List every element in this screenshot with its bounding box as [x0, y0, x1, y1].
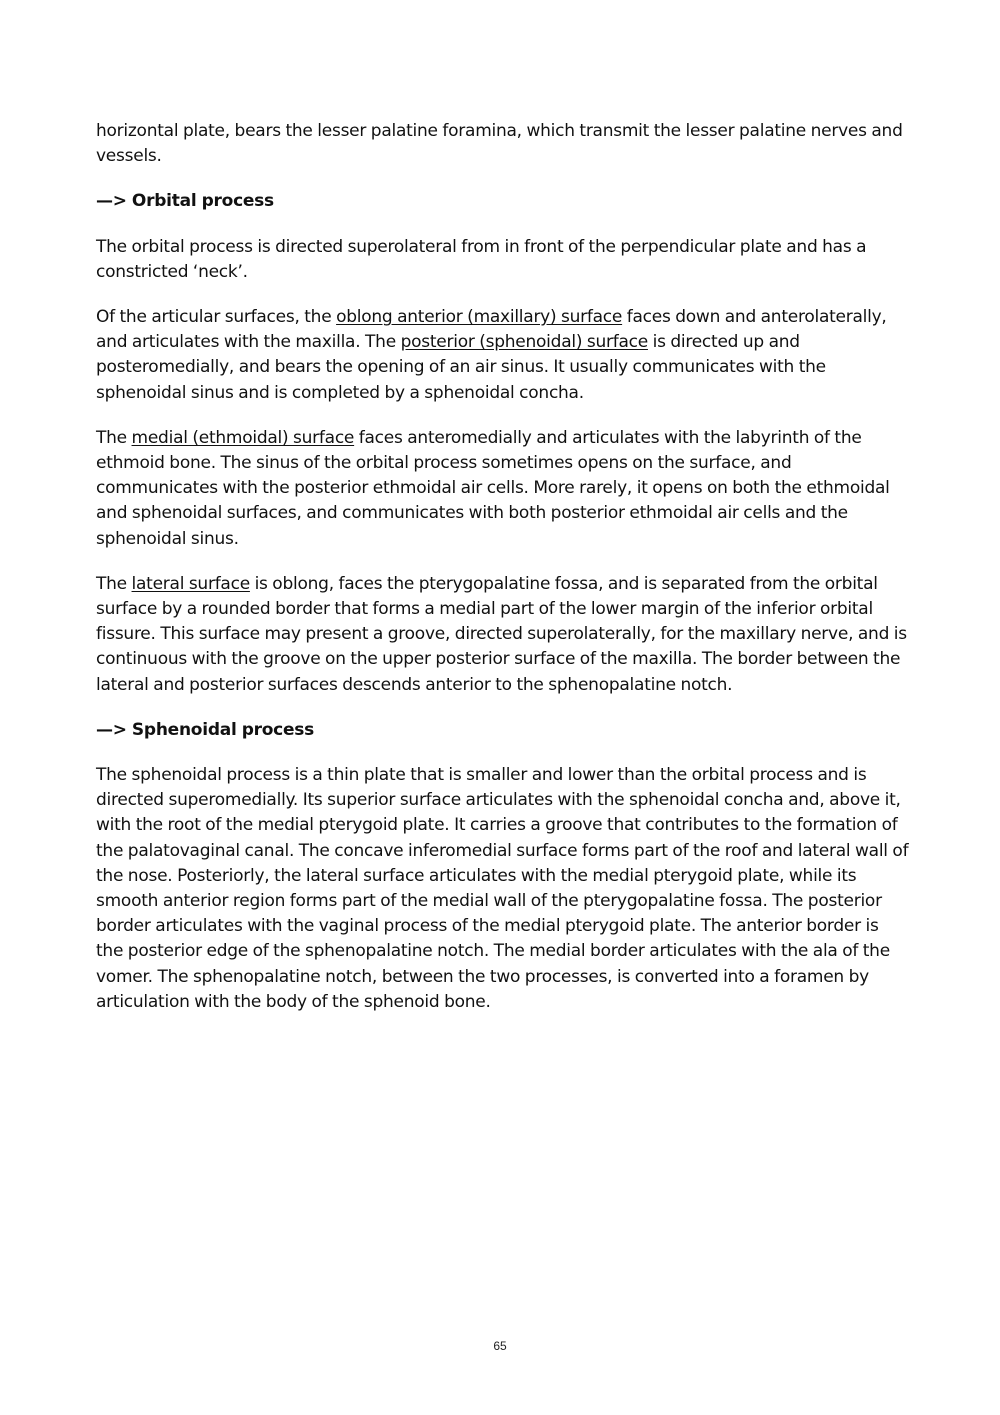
- document-body: [96, 119, 910, 1035]
- orbital-paragraph-1: The orbital process is directed superolateral from in front of the perpendicular plate and has a constricted ‘neck’.: [96, 236, 867, 282]
- intro-text: horizontal plate, bears the lesser palatine foramina, which transmit the lesser palatine nerves and vessels.: [96, 121, 903, 167]
- orbital-paragraph-3: [96, 426, 910, 552]
- orbital-paragraph-2: [96, 305, 910, 406]
- text-segment: The: [96, 573, 132, 594]
- orbital-process-heading: —> Orbital process: [96, 191, 274, 212]
- underlined-term-anterior-surface: oblong anterior (maxillary) surface: [336, 307, 623, 328]
- intro-paragraph: [96, 119, 910, 169]
- sphenoidal-paragraph-1: The sphenoidal process is a thin plate that is smaller and lower than the orbital process and is directed superomedially. Its superior surface articulates with the sphenoidal concha and, above it, with the root of the medial pterygoid plate. It carries a groove that contributes to the formation of the palatovaginal canal. The concave inferomedial surface forms part of the roof and lateral wall of the nose. Posteriorly, the lateral surface articulates with the medial pterygoid plate, while its smooth anterior region forms part of the medial wall of the pterygopalatine fossa. The posterior border articulates with the vaginal process of the medial pterygoid plate. The anterior border is the posterior edge of the sphenopalatine notch. The medial border articulates with the ala of the vomer. The sphenopalatine notch, between the two processes, is converted into a foramen by articulation with the body of the sphenoid bone.: [96, 765, 909, 1012]
- page-number: 65: [493, 1339, 507, 1353]
- underlined-term-lateral-surface: lateral surface: [131, 573, 250, 594]
- sphenoidal-process-heading: —> Sphenoidal process: [96, 719, 315, 740]
- underlined-term-posterior-surface: posterior (sphenoidal) surface: [400, 332, 648, 353]
- text-segment: Of the articular surfaces, the: [96, 307, 337, 328]
- text-segment: The: [96, 427, 132, 448]
- underlined-term-medial-surface: medial (ethmoidal) surface: [131, 427, 355, 448]
- text-segment: faces anteromedially and articulates with the labyrinth of the ethmoid bone. The sinus of the orbital process sometimes opens on the surface, and communicates with the posterior ethmoidal air cells. More rarely, it opens on both the ethmoidal and sphenoidal surfaces, and communicates with both posterior ethmoidal air cells and the sphenoidal sinus.: [96, 427, 890, 549]
- text-segment: is directed up and posteromedially, and bears the opening of an air sinus. It usually communicates with the sphenoidal sinus and is completed by a sphenoidal concha.: [96, 332, 826, 403]
- text-segment: is oblong, faces the pterygopalatine fossa, and is separated from the orbital surface by a rounded border that forms a medial part of the lower margin of the inferior orbital fissure. This surface may present a groove, directed superolaterally, for the maxillary nerve, and is continuous with the groove on the upper posterior surface of the maxilla. The border between the lateral and posterior surfaces descends anterior to the sphenopalatine notch.: [96, 573, 907, 695]
- orbital-paragraph-4: [96, 572, 910, 698]
- text-segment: faces down and anterolaterally, and articulates with the maxilla. The: [96, 307, 887, 353]
